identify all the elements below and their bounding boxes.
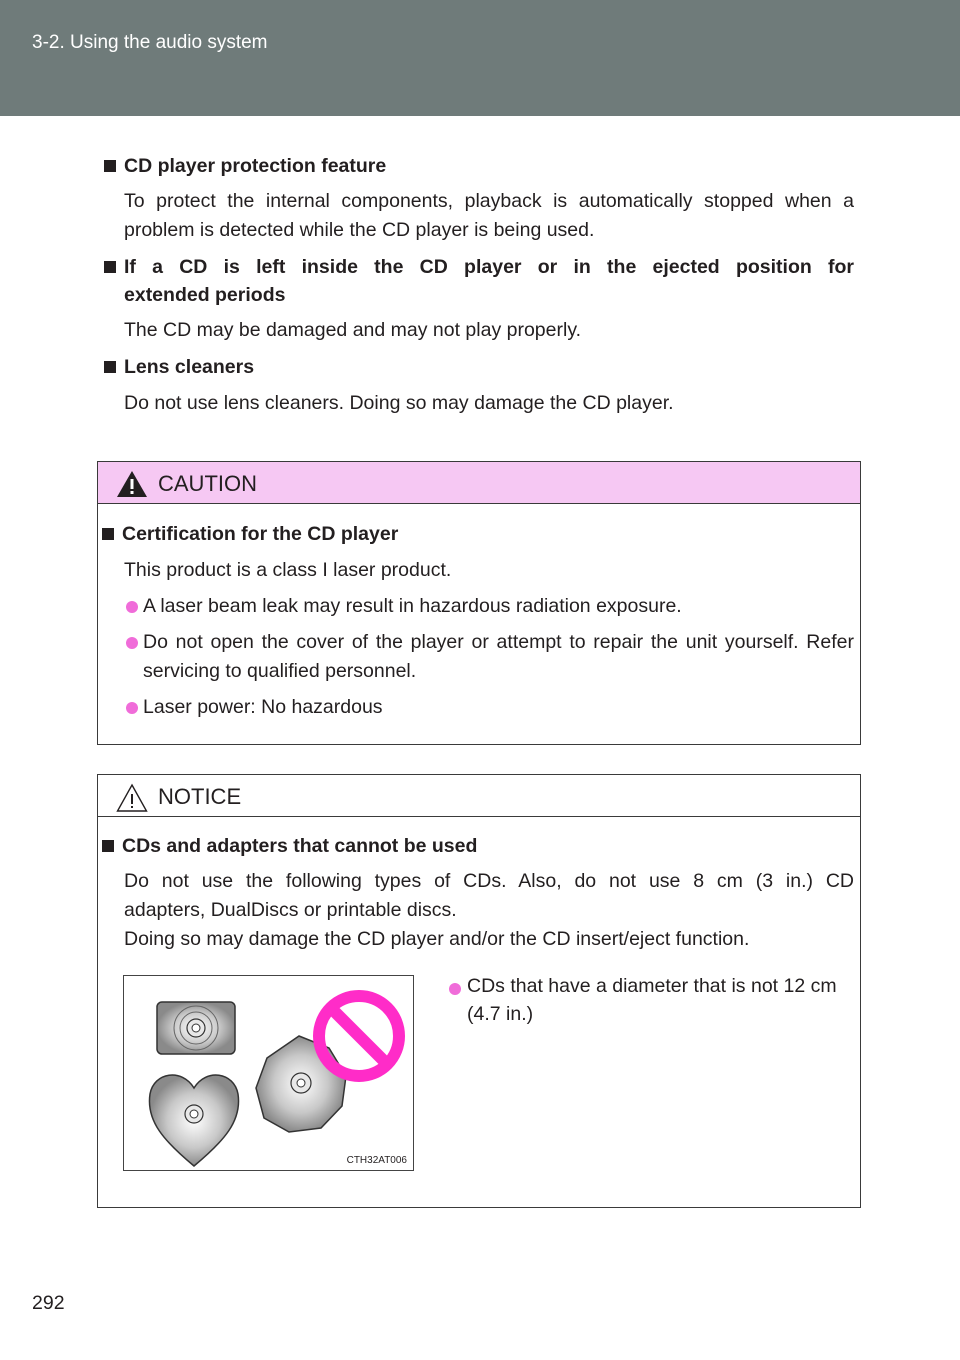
section-heading-left-inside <box>104 253 854 281</box>
bullet-dot-icon <box>126 637 138 649</box>
square-bullet-icon <box>102 840 114 852</box>
square-bullet-icon <box>104 361 116 373</box>
section-body-protection: To protect the internal components, playback is automatically stopped when a problem is detected while the CD player is being used. <box>124 190 854 241</box>
square-bullet-icon <box>104 160 116 172</box>
warning-outline-icon <box>116 783 148 813</box>
caution-label: CAUTION <box>158 471 257 496</box>
caution-intro: This product is a class I laser product. <box>124 559 452 581</box>
section-body-lens: Do not use lens cleaners. Doing so may damage the CD player. <box>124 392 674 414</box>
section-heading-protection <box>104 152 386 180</box>
notice-body-line-2: adapters, DualDiscs or printable discs. <box>124 899 457 921</box>
notice-body-line-1: Do not use the following types of CDs. Also, do not use 8 cm (3 in.) CD <box>124 870 854 892</box>
section-title: 3-2. Using the audio system <box>32 32 268 53</box>
figure-code: CTH32AT006 <box>346 1155 407 1166</box>
bullet-dot-icon <box>449 983 461 995</box>
notice-body-line-3: Doing so may damage the CD player and/or the CD insert/eject function. <box>124 928 750 950</box>
section-heading-lens <box>104 353 254 381</box>
caution-heading <box>102 520 398 548</box>
notice-bullet: CDs that have a diameter that is not 12 cm (4.7 in.) <box>467 975 837 1025</box>
section-body-left-inside: The CD may be damaged and may not play properly. <box>124 319 582 341</box>
caution-bullet-3: Laser power: No hazardous <box>143 696 383 718</box>
bullet-dot-icon <box>126 702 138 714</box>
notice-header <box>98 775 860 817</box>
cd-types-illustration <box>123 975 414 1171</box>
unusable-discs-icon <box>124 976 412 1169</box>
heading-text: Lens cleaners <box>124 356 255 378</box>
notice-heading <box>102 832 477 860</box>
section-heading-left-inside-cont: extended periods <box>124 284 286 306</box>
heading-text: CDs and adapters that cannot be used <box>122 835 478 857</box>
heading-text: If a CD is left inside the CD player or in the ejected position for <box>124 256 854 278</box>
square-bullet-icon <box>102 528 114 540</box>
caution-header <box>98 462 860 504</box>
page-number: 292 <box>32 1292 65 1314</box>
caution-bullet-1: A laser beam leak may result in hazardous radiation exposure. <box>143 595 682 617</box>
heading-text: CD player protection feature <box>124 155 387 177</box>
warning-icon <box>116 470 148 498</box>
bullet-dot-icon <box>126 601 138 613</box>
heading-text: Certification for the CD player <box>122 523 399 545</box>
notice-label: NOTICE <box>158 784 242 809</box>
page-header <box>0 0 960 116</box>
square-bullet-icon <box>104 261 116 273</box>
caution-bullet-2: Do not open the cover of the player or attempt to repair the unit yourself. Refer servicing to qualified personnel. <box>143 631 854 682</box>
